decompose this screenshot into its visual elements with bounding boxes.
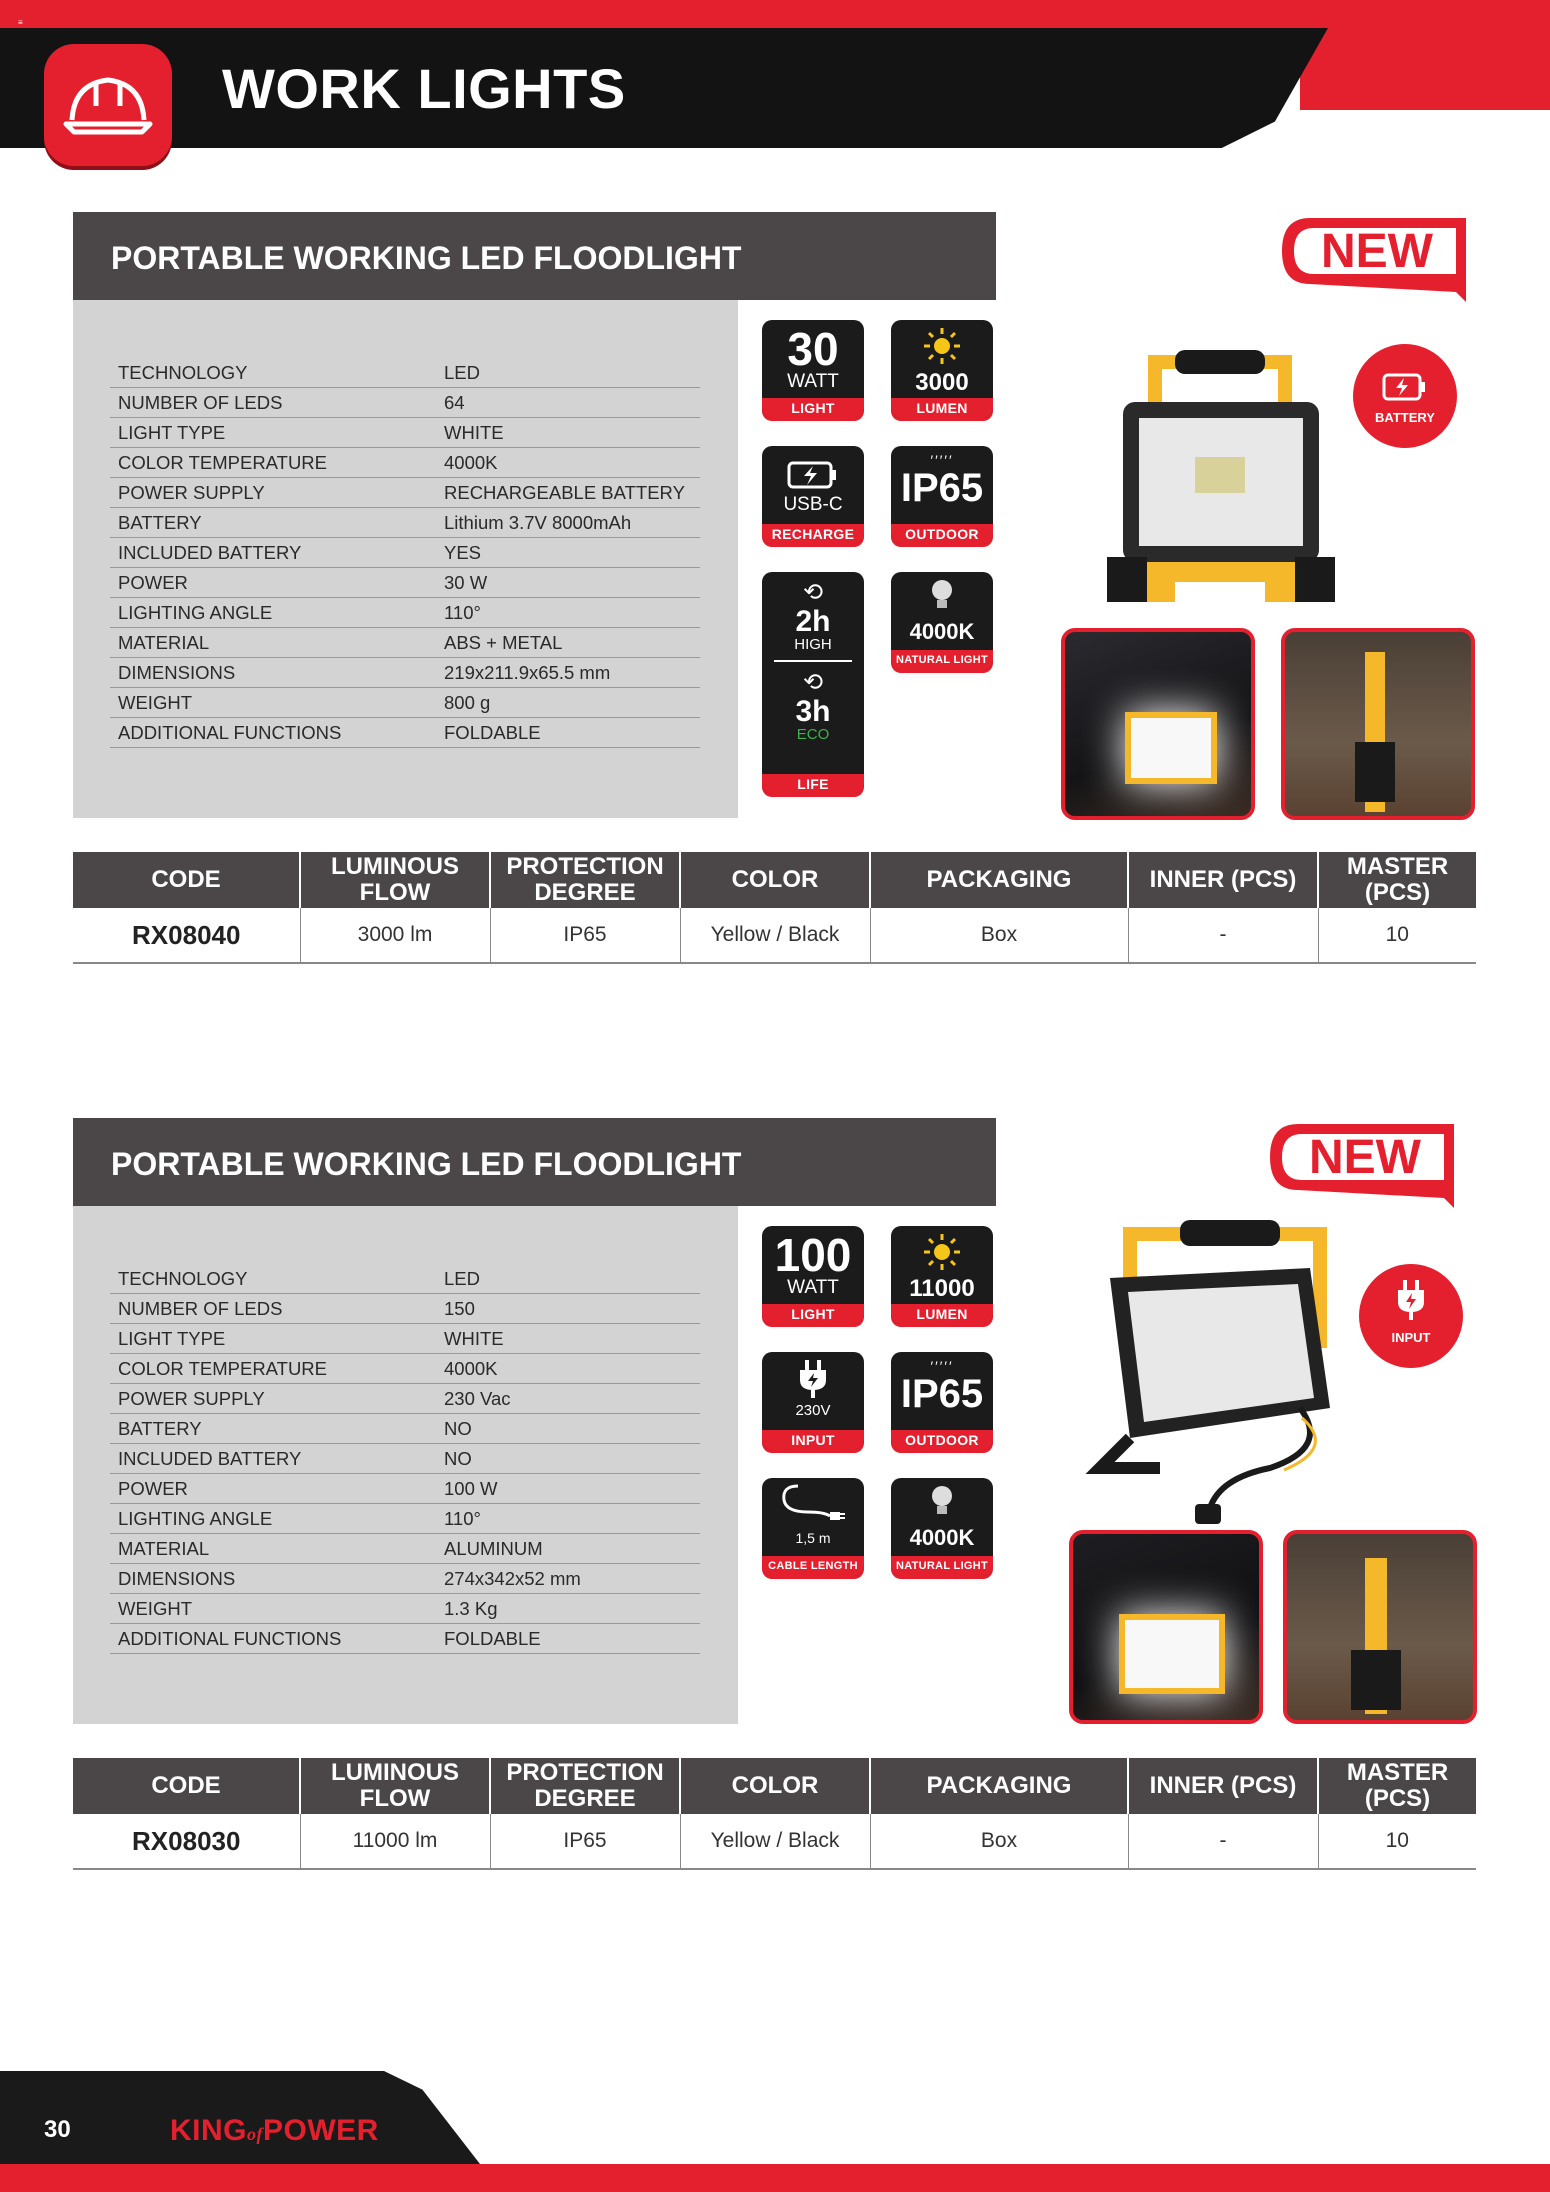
product-table bbox=[73, 1758, 1476, 1870]
usage-photo-night bbox=[1069, 1530, 1263, 1724]
spec-key: ADDITIONAL FUNCTIONS bbox=[110, 718, 436, 748]
brand-logo bbox=[170, 2114, 379, 2148]
spec-row bbox=[110, 598, 700, 628]
col-luminous-flow: LUMINOUS FLOW bbox=[300, 1758, 490, 1814]
ip-badge bbox=[891, 446, 993, 544]
spec-value: WHITE bbox=[436, 418, 700, 448]
brand-king: KING bbox=[170, 2114, 247, 2147]
spec-key: TECHNOLOGY bbox=[110, 358, 436, 388]
life-divider bbox=[774, 660, 852, 662]
spec-value: NO bbox=[436, 1414, 700, 1444]
product-image bbox=[1070, 1208, 1350, 1528]
usage-photo-night bbox=[1061, 628, 1255, 820]
spec-row bbox=[110, 418, 700, 448]
spec-row bbox=[110, 358, 700, 388]
kelvin-value: 4000K bbox=[909, 619, 975, 644]
spec-key: DIMENSIONS bbox=[110, 658, 436, 688]
usage-photo-carry bbox=[1283, 1530, 1477, 1724]
product-table-header bbox=[73, 852, 1476, 908]
cell-color: Yellow / Black bbox=[680, 908, 870, 963]
col-master: MASTER (PCS) bbox=[1318, 852, 1476, 908]
battery-circle bbox=[1353, 344, 1457, 448]
spec-value: Lithium 3.7V 8000mAh bbox=[436, 508, 700, 538]
col-color: COLOR bbox=[680, 1758, 870, 1814]
cell-inner: - bbox=[1128, 908, 1318, 963]
cell-packaging: Box bbox=[870, 908, 1128, 963]
spec-row bbox=[110, 1354, 700, 1384]
kelvin-badge bbox=[891, 572, 993, 670]
clock-icon: ⟲ bbox=[802, 668, 824, 696]
spec-row bbox=[110, 1534, 700, 1564]
cell-code: RX08030 bbox=[73, 1814, 300, 1869]
spec-value: 64 bbox=[436, 388, 700, 418]
spec-row bbox=[110, 448, 700, 478]
spec-value: FOLDABLE bbox=[436, 718, 700, 748]
spec-row bbox=[110, 1324, 700, 1354]
spec-value: LED bbox=[436, 358, 700, 388]
lumen-badge bbox=[891, 1226, 993, 1324]
spec-key: BATTERY bbox=[110, 1414, 436, 1444]
ip-value: IP65 bbox=[900, 466, 984, 510]
spec-key: MATERIAL bbox=[110, 628, 436, 658]
spec-value: 4000K bbox=[436, 448, 700, 478]
bulb-icon bbox=[927, 1482, 957, 1522]
spec-value: 100 W bbox=[436, 1474, 700, 1504]
spec-key: ADDITIONAL FUNCTIONS bbox=[110, 1624, 436, 1654]
outdoor-label: OUTDOOR bbox=[891, 524, 993, 544]
col-master: MASTER (PCS) bbox=[1318, 1758, 1476, 1814]
spec-value: 110° bbox=[436, 598, 700, 628]
spec-key: MATERIAL bbox=[110, 1534, 436, 1564]
lumen-badge bbox=[891, 320, 993, 418]
spec-row bbox=[110, 1294, 700, 1324]
sun-icon bbox=[922, 326, 962, 366]
new-tag bbox=[1280, 214, 1474, 284]
spec-row bbox=[110, 538, 700, 568]
table-row bbox=[73, 1814, 1476, 1869]
input-badge bbox=[762, 1352, 864, 1450]
spec-value: 1.3 Kg bbox=[436, 1594, 700, 1624]
cable-icon bbox=[778, 1482, 848, 1526]
spec-row bbox=[110, 1384, 700, 1414]
lumen-label: LUMEN bbox=[891, 398, 993, 418]
life-high-hours: 2h bbox=[795, 605, 831, 638]
watt-value: 30 bbox=[787, 323, 839, 375]
life-high-label: HIGH bbox=[794, 636, 832, 653]
watt-badge bbox=[762, 320, 864, 418]
col-inner: INNER (PCS) bbox=[1128, 1758, 1318, 1814]
bulb-icon bbox=[927, 576, 957, 616]
col-code: CODE bbox=[73, 852, 300, 908]
spec-key: WEIGHT bbox=[110, 688, 436, 718]
hard-hat-icon bbox=[44, 44, 172, 166]
battery-icon bbox=[1382, 372, 1428, 402]
spec-value: LED bbox=[436, 1264, 700, 1294]
spec-row bbox=[110, 1474, 700, 1504]
spec-key: COLOR TEMPERATURE bbox=[110, 1354, 436, 1384]
input-voltage: 230V bbox=[795, 1402, 831, 1419]
rain-icon: ′′′′′ bbox=[930, 1358, 954, 1374]
clock-icon: ⟲ bbox=[802, 579, 824, 606]
page-title: WORK LIGHTS bbox=[222, 57, 626, 120]
lumen-label: LUMEN bbox=[891, 1304, 993, 1324]
spec-key: INCLUDED BATTERY bbox=[110, 1444, 436, 1474]
col-packaging: PACKAGING bbox=[870, 1758, 1128, 1814]
life-label: LIFE bbox=[762, 774, 864, 794]
new-label: NEW bbox=[1321, 225, 1433, 278]
spec-key: COLOR TEMPERATURE bbox=[110, 448, 436, 478]
input-circle-label: INPUT bbox=[1391, 1330, 1431, 1345]
plug-icon bbox=[795, 1358, 831, 1398]
ip-badge bbox=[891, 1352, 993, 1450]
watt-label: LIGHT bbox=[762, 1304, 864, 1324]
usb-c-badge bbox=[762, 446, 864, 544]
spec-row bbox=[110, 1564, 700, 1594]
kelvin-value: 4000K bbox=[909, 1525, 975, 1550]
cable-length-label: CABLE LENGTH bbox=[762, 1556, 864, 1576]
col-protection: PROTECTION DEGREE bbox=[490, 852, 680, 908]
spec-value: 219x211.9x65.5 mm bbox=[436, 658, 700, 688]
spec-key: POWER SUPPLY bbox=[110, 1384, 436, 1414]
life-eco-hours: 3h bbox=[795, 694, 831, 728]
spec-value: NO bbox=[436, 1444, 700, 1474]
outdoor-label: OUTDOOR bbox=[891, 1430, 993, 1450]
spec-panel bbox=[73, 300, 738, 818]
watt-badge bbox=[762, 1226, 864, 1324]
cell-protection: IP65 bbox=[490, 908, 680, 963]
spec-key: LIGHTING ANGLE bbox=[110, 598, 436, 628]
spec-key: LIGHT TYPE bbox=[110, 1324, 436, 1354]
spec-key: INCLUDED BATTERY bbox=[110, 538, 436, 568]
battery-charge-icon bbox=[787, 460, 839, 490]
cell-master: 10 bbox=[1318, 1814, 1476, 1869]
new-tag bbox=[1268, 1120, 1462, 1190]
cell-color: Yellow / Black bbox=[680, 1814, 870, 1869]
spec-row bbox=[110, 1264, 700, 1294]
life-badge bbox=[762, 572, 864, 794]
cell-protection: IP65 bbox=[490, 1814, 680, 1869]
spec-key: TECHNOLOGY bbox=[110, 1264, 436, 1294]
spec-value: ABS + METAL bbox=[436, 628, 700, 658]
spec-row bbox=[110, 628, 700, 658]
header-bar bbox=[0, 28, 1328, 148]
spec-value: 800 g bbox=[436, 688, 700, 718]
input-label: INPUT bbox=[762, 1430, 864, 1450]
spec-key: POWER bbox=[110, 1474, 436, 1504]
usb-c-text: USB-C bbox=[783, 494, 843, 515]
spec-key: DIMENSIONS bbox=[110, 1564, 436, 1594]
spec-row bbox=[110, 658, 700, 688]
spec-row bbox=[110, 1624, 700, 1654]
watt-unit: WATT bbox=[787, 371, 839, 392]
watt-label: LIGHT bbox=[762, 398, 864, 418]
spec-value: WHITE bbox=[436, 1324, 700, 1354]
ip-value: IP65 bbox=[900, 1372, 984, 1416]
section-title: PORTABLE WORKING LED FLOODLIGHT bbox=[73, 1118, 996, 1206]
spec-key: LIGHTING ANGLE bbox=[110, 1504, 436, 1534]
new-label: NEW bbox=[1309, 1131, 1421, 1184]
rain-icon: ′′′′′ bbox=[930, 452, 954, 468]
product-table-header bbox=[73, 1758, 1476, 1814]
cell-luminous-flow: 3000 lm bbox=[300, 908, 490, 963]
watt-value: 100 bbox=[774, 1229, 852, 1281]
spec-table bbox=[110, 358, 700, 748]
spec-key: WEIGHT bbox=[110, 1594, 436, 1624]
spec-value: ALUMINUM bbox=[436, 1534, 700, 1564]
spec-row bbox=[110, 568, 700, 598]
header-marker: ≡ bbox=[18, 18, 23, 27]
spec-row bbox=[110, 388, 700, 418]
section-title: PORTABLE WORKING LED FLOODLIGHT bbox=[73, 212, 996, 300]
brand-power: POWER bbox=[263, 2114, 379, 2147]
recharge-label: RECHARGE bbox=[762, 524, 864, 544]
watt-unit: WATT bbox=[787, 1277, 839, 1298]
col-inner: INNER (PCS) bbox=[1128, 852, 1318, 908]
cell-luminous-flow: 11000 lm bbox=[300, 1814, 490, 1869]
spec-value: 274x342x52 mm bbox=[436, 1564, 700, 1594]
page-number: 30 bbox=[44, 2116, 71, 2143]
spec-key: NUMBER OF LEDS bbox=[110, 1294, 436, 1324]
spec-row bbox=[110, 1594, 700, 1624]
spec-key: POWER SUPPLY bbox=[110, 478, 436, 508]
product-image bbox=[1095, 332, 1355, 612]
spec-value: 4000K bbox=[436, 1354, 700, 1384]
cable-badge bbox=[762, 1478, 864, 1576]
usage-photo-carry bbox=[1281, 628, 1475, 820]
sun-icon bbox=[922, 1232, 962, 1272]
spec-row bbox=[110, 718, 700, 748]
spec-value: RECHARGEABLE BATTERY bbox=[436, 478, 700, 508]
spec-value: 30 W bbox=[436, 568, 700, 598]
lumen-value: 3000 bbox=[915, 369, 969, 396]
natural-light-label: NATURAL LIGHT bbox=[891, 650, 993, 670]
col-code: CODE bbox=[73, 1758, 300, 1814]
spec-row bbox=[110, 688, 700, 718]
input-circle bbox=[1359, 1264, 1463, 1368]
top-red-corner bbox=[1300, 0, 1550, 110]
spec-value: 230 Vac bbox=[436, 1384, 700, 1414]
cell-master: 10 bbox=[1318, 908, 1476, 963]
plug-icon bbox=[1393, 1278, 1429, 1324]
spec-row bbox=[110, 1414, 700, 1444]
spec-row bbox=[110, 508, 700, 538]
spec-value: 150 bbox=[436, 1294, 700, 1324]
spec-value: 110° bbox=[436, 1504, 700, 1534]
spec-value: FOLDABLE bbox=[436, 1624, 700, 1654]
spec-row bbox=[110, 478, 700, 508]
lumen-value: 11000 bbox=[909, 1275, 975, 1302]
footer-red-band bbox=[0, 2164, 1550, 2192]
kelvin-badge bbox=[891, 1478, 993, 1576]
spec-table bbox=[110, 1264, 700, 1654]
cable-length-value: 1,5 m bbox=[795, 1530, 831, 1546]
cell-inner: - bbox=[1128, 1814, 1318, 1869]
product-table bbox=[73, 852, 1476, 964]
col-packaging: PACKAGING bbox=[870, 852, 1128, 908]
col-color: COLOR bbox=[680, 852, 870, 908]
natural-light-label: NATURAL LIGHT bbox=[891, 1556, 993, 1576]
spec-row bbox=[110, 1504, 700, 1534]
col-protection: PROTECTION DEGREE bbox=[490, 1758, 680, 1814]
battery-circle-label: BATTERY bbox=[1375, 410, 1435, 425]
table-row bbox=[73, 908, 1476, 963]
col-luminous-flow: LUMINOUS FLOW bbox=[300, 852, 490, 908]
spec-key: LIGHT TYPE bbox=[110, 418, 436, 448]
spec-key: BATTERY bbox=[110, 508, 436, 538]
spec-row bbox=[110, 1444, 700, 1474]
cell-code: RX08040 bbox=[73, 908, 300, 963]
spec-panel bbox=[73, 1206, 738, 1724]
spec-key: POWER bbox=[110, 568, 436, 598]
cell-packaging: Box bbox=[870, 1814, 1128, 1869]
spec-key: NUMBER OF LEDS bbox=[110, 388, 436, 418]
brand-of: of bbox=[247, 2124, 263, 2144]
spec-value: YES bbox=[436, 538, 700, 568]
life-eco-label: ECO bbox=[796, 725, 830, 743]
